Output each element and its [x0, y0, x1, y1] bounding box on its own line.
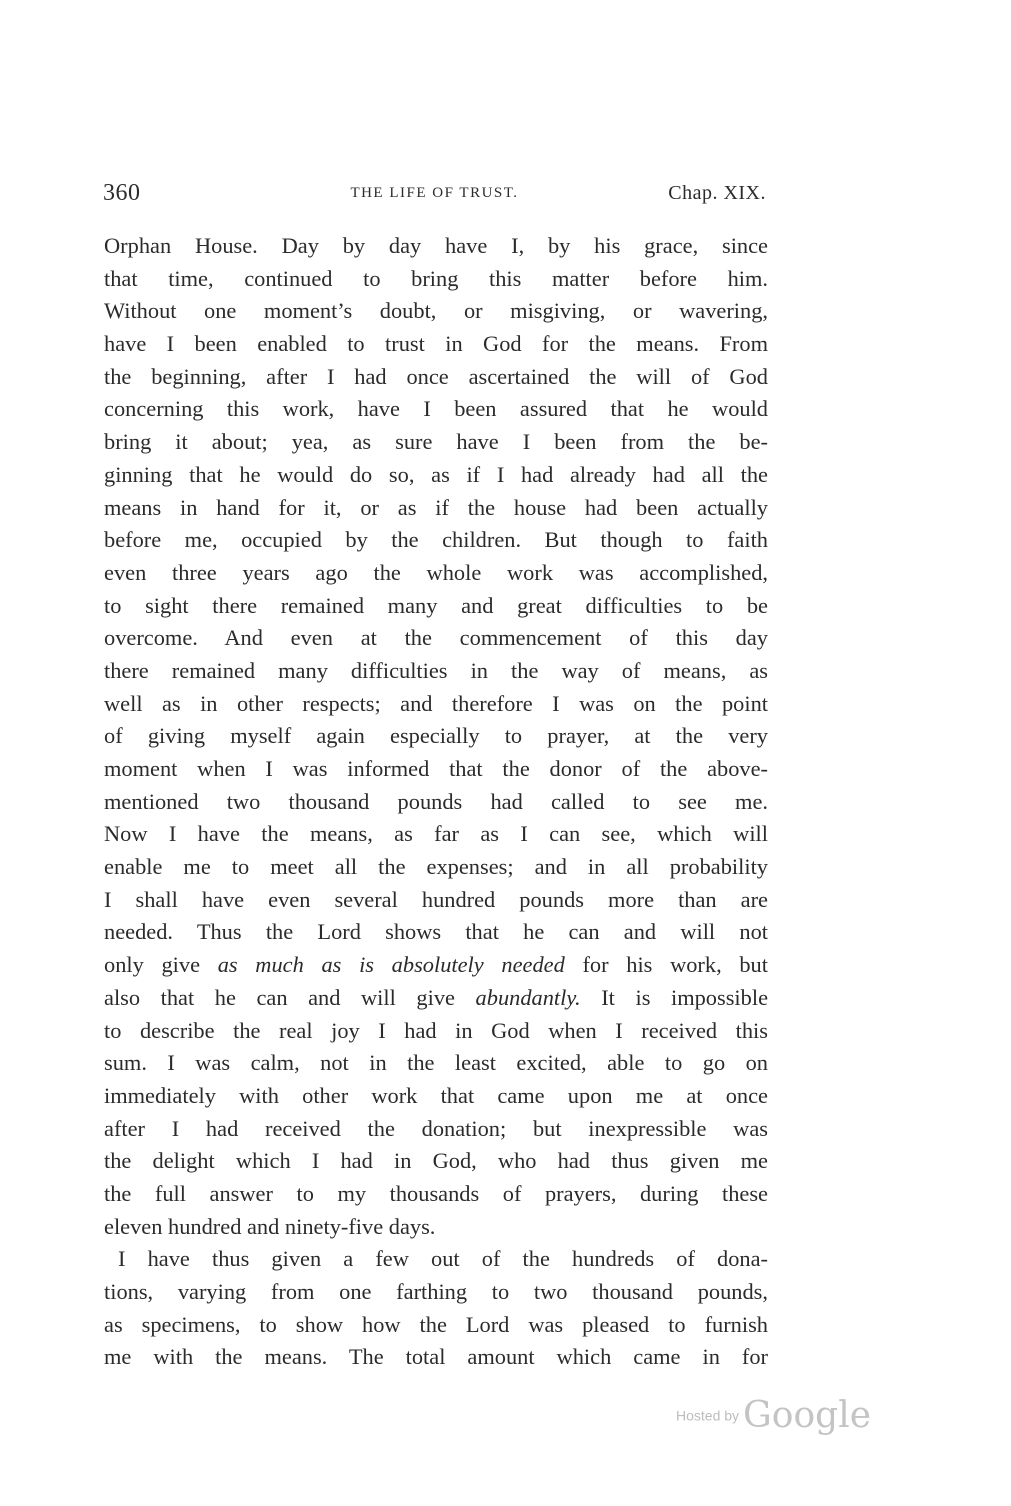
text-line: the beginning, after I had once ascertained the will of God: [104, 363, 768, 389]
text-line: there remained many difficulties in the way of means, as: [104, 657, 768, 683]
text-line: means in hand for it, or as if the house had been actually: [104, 494, 768, 520]
text-fragment: also that he can and will give: [104, 984, 476, 1010]
text-line-with-italic: [104, 949, 768, 982]
text-line: tions, varying from one farthing to two thousand pounds,: [104, 1279, 768, 1304]
italic-phrase: abundantly.: [475, 984, 581, 1010]
text-line: needed. Thus the Lord shows that he can and will not: [104, 919, 768, 945]
text-line: even three years ago the whole work was accomplished,: [104, 559, 768, 585]
text-line-with-italic: [104, 982, 768, 1015]
text-line: of giving myself again especially to prayer, at the very: [104, 723, 768, 749]
text-line: I shall have even several hundred pounds more than are: [104, 886, 768, 912]
text-line: Without one moment’s doubt, or misgiving, or wavering,: [104, 298, 768, 324]
text-line: the full answer to my thousands of prayers, during these: [104, 1180, 768, 1206]
text-line: Orphan House. Day by day have I, by his grace, since: [104, 233, 768, 258]
google-watermark: [676, 1395, 871, 1436]
hosted-by-text: Hosted by: [676, 1407, 740, 1424]
text-line: as specimens, to show how the Lord was pleased to furnish: [104, 1311, 768, 1337]
text-line: concerning this work, have I been assured that he would: [104, 396, 768, 422]
italic-phrase: as much as is absolutely needed: [217, 952, 565, 978]
text-line: immediately with other work that came upon me at once: [104, 1082, 768, 1108]
text-line: after I had received the donation; but inexpressible was: [104, 1115, 768, 1141]
text-line: have I been enabled to trust in God for the means. From: [104, 331, 768, 357]
text-fragment: only give: [104, 952, 218, 978]
text-line: before me, occupied by the children. But though to faith: [104, 527, 768, 553]
page-number: 360: [103, 180, 141, 206]
text-line: to describe the real joy I had in God when I received this: [104, 1017, 768, 1043]
text-line: mentioned two thousand pounds had called to see me.: [104, 788, 768, 814]
text-line: ginning that he would do so, as if I had already had all the: [104, 461, 768, 487]
text-fragment: for his work, but: [564, 952, 768, 978]
text-line: Now I have the means, as far as I can see, which will: [104, 821, 768, 847]
google-logo: Google: [743, 1395, 872, 1436]
text-line: sum. I was calm, not in the least excited, able to go on: [104, 1050, 768, 1076]
chapter-label: Chap. XIX.: [668, 182, 766, 204]
text-line: overcome. And even at the commencement of this day: [104, 625, 768, 651]
text-line: eleven hundred and ninety-five days.: [104, 1213, 436, 1239]
text-line: that time, continued to bring this matter before him.: [104, 265, 768, 291]
text-fragment: It is impossible: [580, 984, 769, 1010]
running-title: THE LIFE OF TRUST.: [350, 185, 519, 201]
text-line: moment when I was informed that the donor of the above-: [104, 756, 768, 781]
text-line: the delight which I had in God, who had thus given me: [104, 1148, 768, 1174]
text-line: me with the means. The total amount which came in for: [104, 1344, 768, 1370]
text-line: bring it about; yea, as sure have I been from the be-: [104, 429, 768, 455]
text-line: enable me to meet all the expenses; and in all probability: [104, 854, 768, 880]
text-line: well as in other respects; and therefore I was on the point: [104, 690, 768, 716]
text-line: to sight there remained many and great difficulties to be: [104, 592, 768, 618]
running-header: [103, 180, 766, 210]
page-body: [104, 230, 768, 1374]
paragraph-start-line: I have thus given a few out of the hundreds of dona-: [118, 1246, 768, 1272]
